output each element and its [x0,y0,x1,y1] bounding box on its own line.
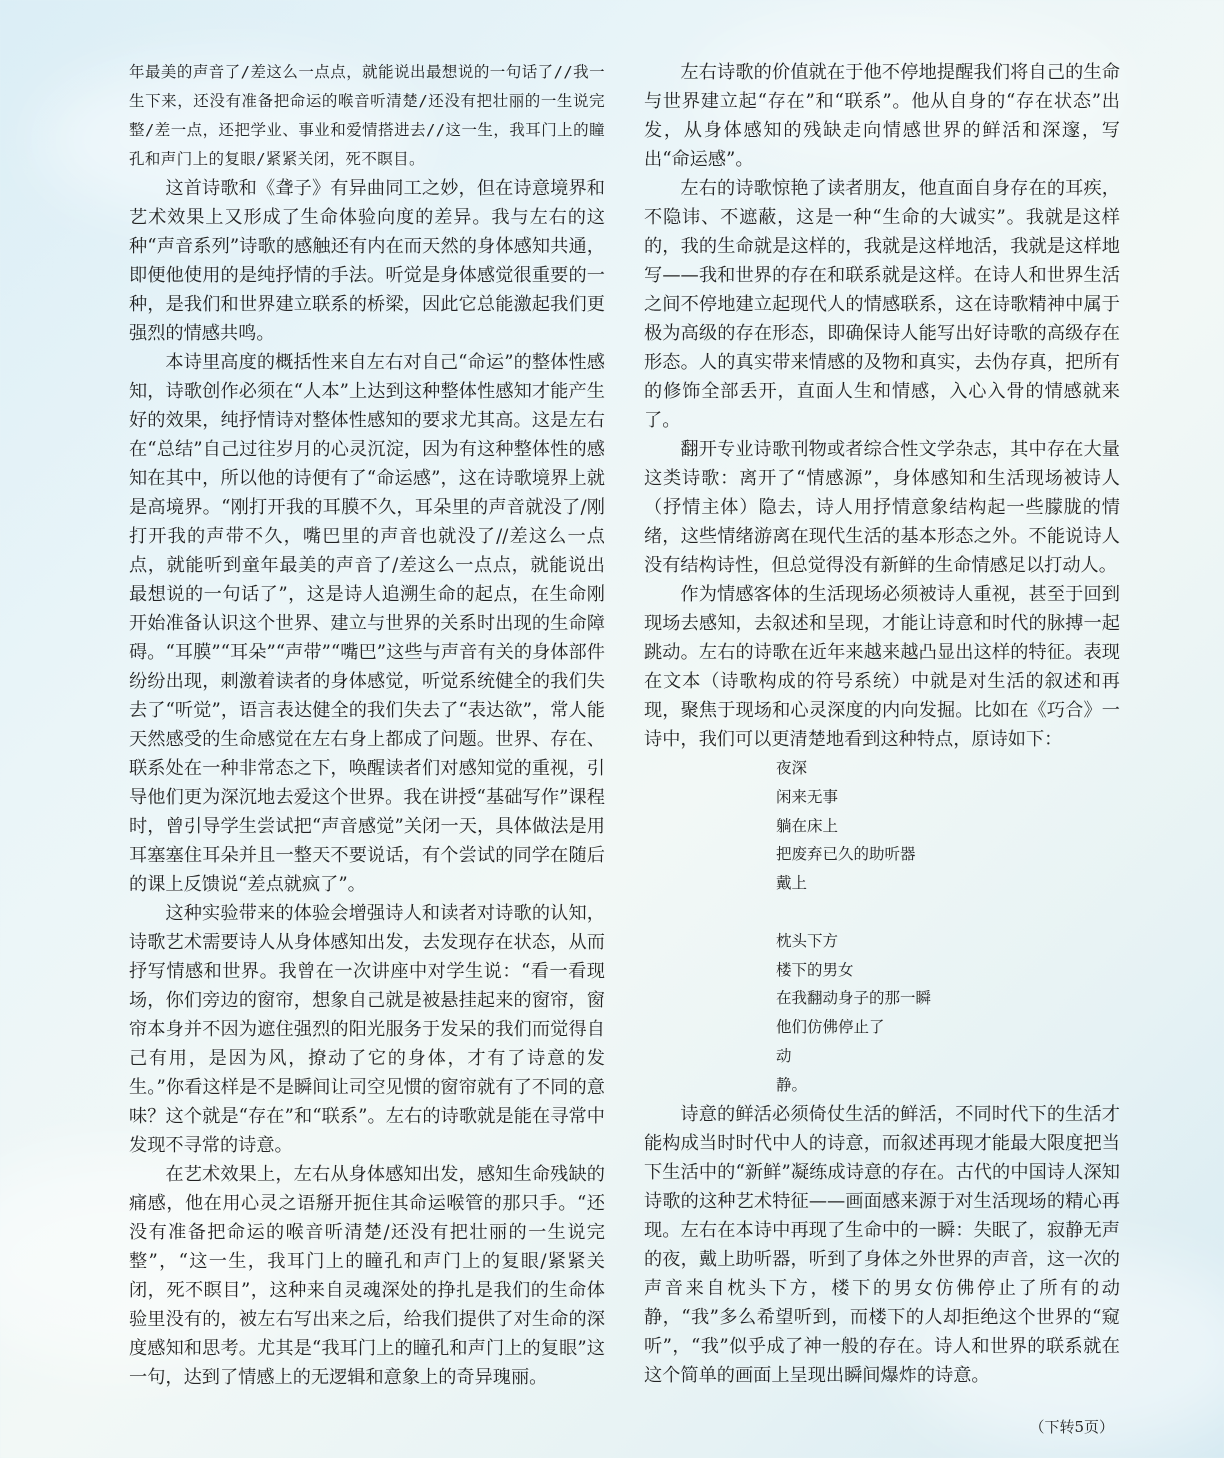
poem-line: 楼下的男女 [776,960,854,979]
paragraph: 左右的诗歌惊艳了读者朋友，他直面自身存在的耳疾，不隐讳、不遮蔽，这是一种“生命的大诚实”。我就是这样的，我的生命就是这样的，我就是这样地活，我就是这样地写——我和世界的存在和联系就是这样。在诗人和世界生活之间不停地建立起现代人的情感联系，这在诗歌精神中属于极为高级的存在形态，即确保诗人能写出好诗歌的高级存在形态。人的真实带来情感的及物和真实，去伪存真，把所有的修饰全部丢开，直面人生和情感，入心入骨的情感就来了。 [644,178,1120,431]
poem-line: 静。 [776,1075,808,1094]
continuation-note: （下转5页） [1029,1418,1114,1436]
paragraph: 本诗里高度的概括性来自左右对自己“命运”的整体性感知，诗歌创作必须在“人本”上达到这种整体性感知才能产生好的效果，纯抒情诗对整体性感知的要求尤其高。这是左右在“总结”自己过往岁月的心灵沉淀，因为有这种整体性的感知在其中，所以他的诗便有了“命运感”，这在诗歌境界上就是高境界。“刚打开我的耳膜不久，耳朵里的声音就没了/刚打开我的声带不久，嘴巴里的声音也就没了//差这么一点点，就能听到童年最美的声音了/差这么一点点，就能说出最想说的一句话了”，这是诗人追溯生命的起点，在生命刚开始准备认识这个世界、建立与世界的关系时出现的生命障碍。“耳膜”“耳朵”“声带”“嘴巴”这些与声音有关的身体部件纷纷出现，刺激着读者的身体感觉，听觉系统健全的我们失去了“听觉”，语言表达健全的我们失去了“表达欲”，常人能天然感受的生命感觉在左右身上都成了问题。世界、存在、联系处在一种非常态之下，唤醒读者们对感知觉的重视，引导他们更为深沉地去爱这个世界。我在讲授“基础写作”课程时，曾引导学生尝试把“声音感觉”关闭一天，具体做法是用耳塞塞住耳朵并且一整天不要说话，有个尝试的同学在随后的课上反馈说“差点就疯了”。 [129,352,605,895]
right-column [644,58,1120,1390]
poem-line: 戴上 [776,874,808,893]
poem-line: 夜深 [776,759,808,777]
paragraph: 翻开专业诗歌刊物或者综合性文学杂志，其中存在大量这类诗歌：离开了“情感源”，身体感知和生活现场被诗人（抒情主体）隐去，诗人用抒情意象结构起一些朦胧的情绪，这些情绪游离在现代生活的基本形态之外。不能说诗人没有结构诗性，但总觉得没有新鲜的生命情感足以打动人。 [644,439,1120,576]
poem-quote-continuation: 年最美的声音了/差这么一点点，就能说出最想说的一句话了//我一生下来，还没有准备把命运的喉音听清楚/还没有把壮丽的一生说完整/差一点，还把学业、事业和爱情搭进去//这一生，我耳门上的瞳孔和声门上的复眼/紧紧关闭，死不瞑目。 [129,63,605,168]
poem-line: 在我翻动身子的那一瞬 [776,989,932,1008]
paragraph: 这首诗歌和《聋子》有异曲同工之妙，但在诗意境界和艺术效果上又形成了生命体验向度的差异。我与左右的这种“声音系列”诗歌的感触还有内在而天然的身体感知共通，即便他使用的是纯抒情的手法。听觉是身体感觉很重要的一种，是我们和世界建立联系的桥梁，因此它总能激起我们更强烈的情感共鸣。 [129,178,605,344]
paragraph: 左右诗歌的价值就在于他不停地提醒我们将自己的生命与世界建立起“存在”和“联系”。他从自身的“存在状态”出发，从身体感知的残缺走向情感世界的鲜活和深邃，写出“命运感”。 [644,62,1120,170]
paragraph: 在艺术效果上，左右从身体感知出发，感知生命残缺的痛感，他在用心灵之语掰开扼住其命运喉管的那只手。“还没有准备把命运的喉音听清楚/还没有把壮丽的一生说完整”，“这一生，我耳门上的瞳孔和声门上的复眼/紧紧关闭，死不瞑目”，这种来自灵魂深处的挣扎是我们的生命体验里没有的，被左右写出来之后，给我们提供了对生命的深度感知和思考。尤其是“我耳门上的瞳孔和声门上的复眼”这一句，达到了情感上的无逻辑和意象上的奇异瑰丽。 [129,1164,605,1388]
poem-line: 他们仿佛停止了 [776,1018,885,1037]
poem-line: 枕头下方 [776,931,839,950]
poem-line: 把废弃已久的助听器 [776,845,916,864]
paragraph: 作为情感客体的生活现场必须被诗人重视，甚至于回到现场去感知，去叙述和呈现，才能让诗意和时代的脉搏一起跳动。左右的诗歌在近年来越来越凸显出这样的特征。表现在文本（诗歌构成的符号系统）中就是对生活的叙述和再现，聚焦于现场和心灵深度的内向发掘。比如在《巧合》一诗中，我们可以更清楚地看到这种特点，原诗如下： [644,584,1120,750]
paragraph: 这种实验带来的体验会增强诗人和读者对诗歌的认知，诗歌艺术需要诗人从身体感知出发，去发现存在状态，从而抒写情感和世界。我曾在一次讲座中对学生说：“看一看现场，你们旁边的窗帘，想象自己就是被悬挂起来的窗帘，窗帘本身并不因为遮住强烈的阳光服务于发呆的我们而觉得自己有用，是因为风，撩动了它的身体，才有了诗意的发生。”你看这样是不是瞬间让司空见惯的窗帘就有了不同的意味？这个就是“存在”和“联系”。左右的诗歌就是能在寻常中发现不寻常的诗意。 [129,903,605,1156]
poem-line: 动 [776,1046,792,1065]
left-column [129,58,605,1392]
paragraph: 诗意的鲜活必须倚仗生活的鲜活，不同时代下的生活才能构成当时时代中人的诗意，而叙述再现才能最大限度把当下生活中的“新鲜”凝练成诗意的存在。古代的中国诗人深知诗歌的这种艺术特征——画面感来源于对生活现场的精心再现。左右在本诗中再现了生命中的一瞬：失眠了，寂静无声的夜，戴上助听器，听到了身体之外世界的声音，这一次的声音来自枕头下方，楼下的男女仿佛停止了所有的动静，“我”多么希望听到，而楼下的人却拒绝这个世界的“窥听”，“我”似乎成了神一般的存在。诗人和世界的联系就在这个简单的画面上呈现出瞬间爆炸的诗意。 [644,1103,1120,1386]
poem-line: 闲来无事 [776,787,839,806]
poem-line: 躺在床上 [776,816,839,835]
poem-stanza-break [776,898,1120,927]
poem-excerpt [776,754,1120,1100]
